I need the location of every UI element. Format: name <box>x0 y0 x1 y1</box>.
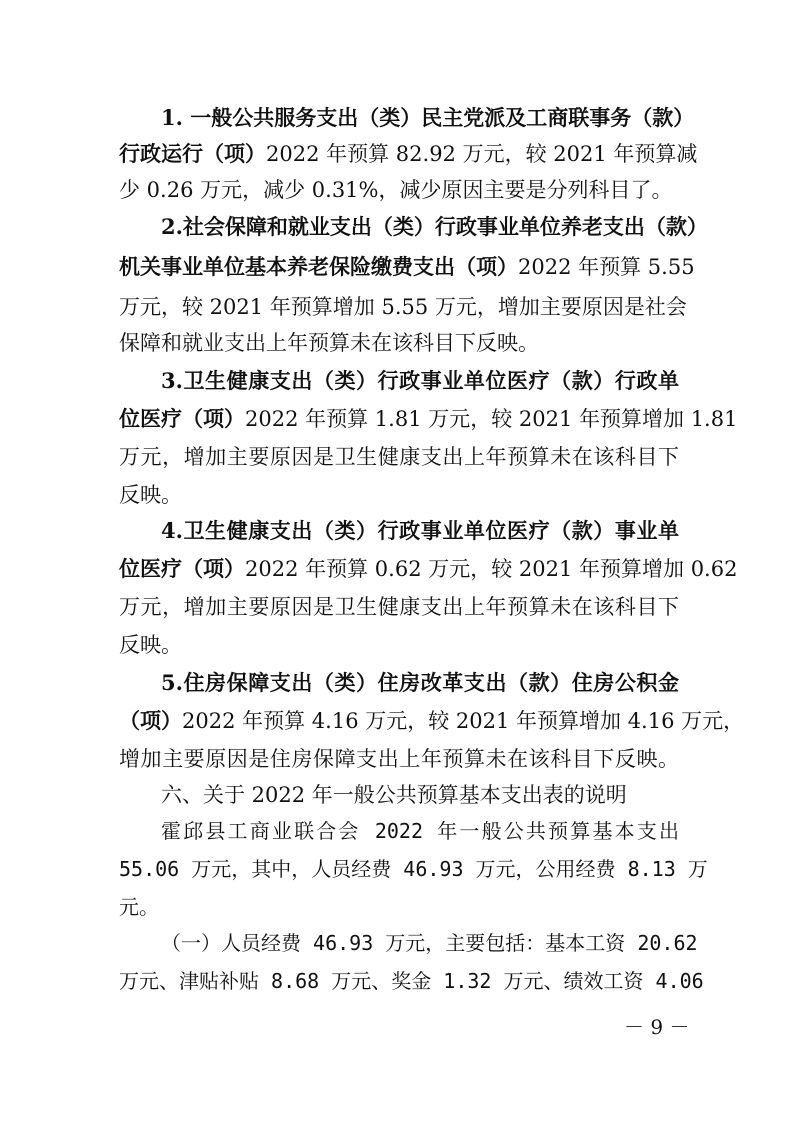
text-line <box>119 966 704 996</box>
body-text: 霍邱县工商业联合会 2022 年一般公共预算基本支出 <box>161 819 679 843</box>
text-line <box>119 404 738 434</box>
page-number: － 9 － <box>624 1015 690 1039</box>
body-text: （一）人员经费 46.93 万元，主要包括：基本工资 20.62 <box>161 931 698 955</box>
body-text: 少 0.26 万元，减少 0.31%，减少原因主要是分列科目了。 <box>119 178 673 202</box>
text-line <box>119 252 695 282</box>
body-text: 万元、津贴补贴 8.68 万元、奖金 1.32 万元、绩效工资 4.06 <box>119 969 704 993</box>
text-line <box>161 928 698 958</box>
bold-heading: 3.卫生健康支出（类）行政事业单位医疗（款）行政单 <box>161 368 679 393</box>
body-text: 增加主要原因是住房保障支出上年预算未在该科目下反映。 <box>119 747 679 771</box>
text-line <box>119 592 679 622</box>
text-line <box>119 175 673 205</box>
bold-heading: 4.卫生健康支出（类）行政事业单位医疗（款）事业单 <box>161 518 679 543</box>
text-line <box>161 816 679 846</box>
bold-heading: 5.住房保障支出（类）住房改革支出（款）住房公积金 <box>161 670 679 695</box>
text-line <box>119 292 687 322</box>
bold-heading: 行政运行（项） <box>119 141 266 166</box>
body-text: 万元，增加主要原因是卫生健康支出上年预算未在该科目下 <box>119 445 679 469</box>
text-line <box>119 554 738 584</box>
text-line <box>119 328 539 358</box>
section-heading-text: 六、关于 2022 年一般公共预算基本支出表的说明 <box>161 783 627 807</box>
body-text: 2022 年预算 4.16 万元，较 2021 年预算增加 4.16 万元， <box>182 709 745 733</box>
body-text: 保障和就业支出上年预算未在该科目下反映。 <box>119 331 539 355</box>
body-text: 2022 年预算 82.92 万元，较 2021 年预算减 <box>266 142 698 166</box>
text-line <box>161 516 679 546</box>
body-text: 2022 年预算 1.81 万元，较 2021 年预算增加 1.81 <box>245 407 738 431</box>
bold-heading: 机关事业单位基本养老保险缴费支出（项） <box>119 254 518 279</box>
text-line <box>119 442 679 472</box>
body-text: 2022 年预算 0.62 万元，较 2021 年预算增加 0.62 <box>245 557 738 581</box>
body-text: 反映。 <box>119 483 182 507</box>
text-line <box>119 706 745 736</box>
bold-heading: 位医疗（项） <box>119 406 245 431</box>
text-line <box>161 103 695 133</box>
text-line <box>119 854 708 884</box>
text-line <box>161 212 708 242</box>
bold-heading: 2.社会保障和就业支出（类）行政事业单位养老支出（款） <box>161 214 708 239</box>
text-line <box>119 139 698 169</box>
body-text: 万元，增加主要原因是卫生健康支出上年预算未在该科目下 <box>119 595 679 619</box>
text-line <box>161 780 627 810</box>
text-line <box>161 366 679 396</box>
text-line <box>119 744 679 774</box>
body-text: 万元，较 2021 年预算增加 5.55 万元，增加主要原因是社会 <box>119 295 687 319</box>
text-line <box>161 668 679 698</box>
text-line <box>119 630 182 660</box>
body-text: 反映。 <box>119 633 182 657</box>
body-text: 2022 年预算 5.55 <box>518 255 695 279</box>
bold-heading: （项） <box>119 708 182 733</box>
body-text: 元。 <box>119 895 159 919</box>
bold-heading: 1. 一般公共服务支出（类）民主党派及工商联事务（款） <box>161 105 695 130</box>
bold-heading: 位医疗（项） <box>119 556 245 581</box>
text-line <box>119 892 159 922</box>
text-line <box>119 480 182 510</box>
body-text: 55.06 万元，其中，人员经费 46.93 万元，公用经费 8.13 万 <box>119 857 708 881</box>
